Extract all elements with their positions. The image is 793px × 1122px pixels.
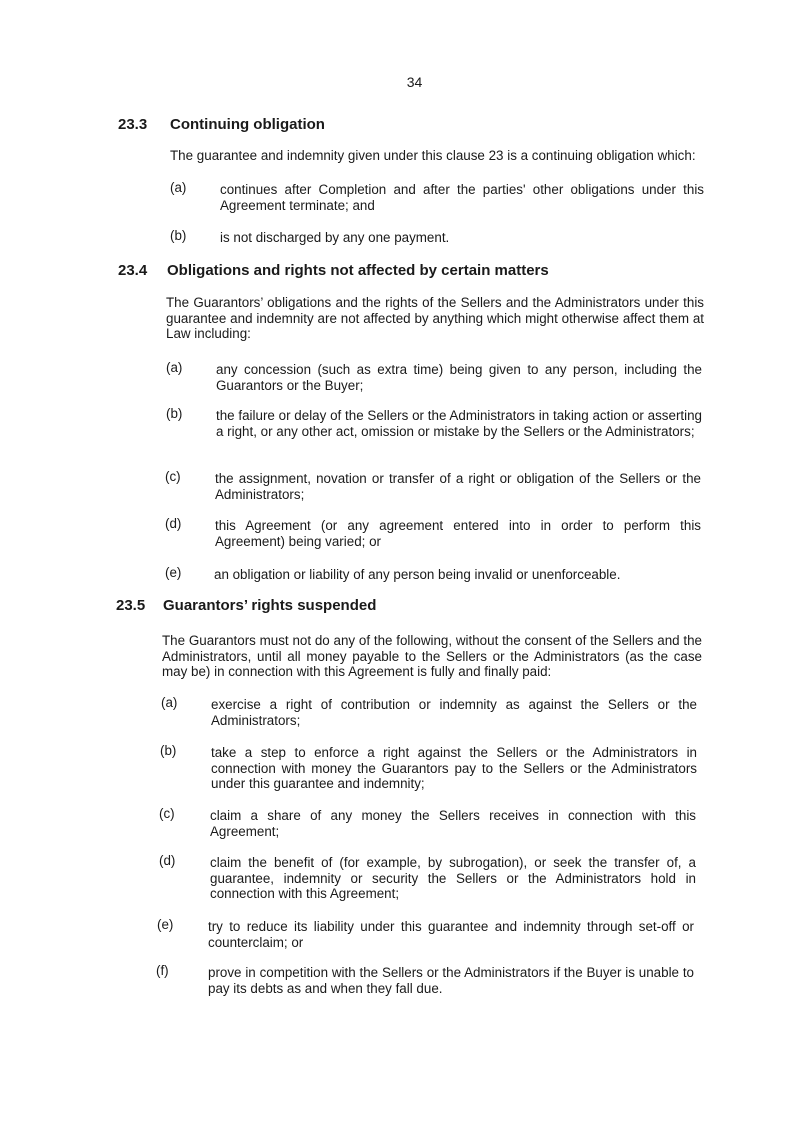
clause-title: Continuing obligation [170, 116, 325, 133]
item-text: any concession (such as extra time) being given to any person, including the Guarantors or the Buyer; [216, 362, 702, 393]
item-label: (d) [165, 516, 182, 531]
item-label: (a) [161, 695, 178, 710]
item-text: this Agreement (or any agreement entered into in order to perform this Agreement) being varied; or [215, 518, 701, 549]
item-text: an obligation or liability of any person being invalid or unenforceable. [214, 567, 621, 582]
item-label: (b) [166, 406, 183, 421]
clause-intro: The Guarantors must not do any of the following, without the consent of the Sellers and the Administrators, until all money payable to the Sellers or the Administrators (as the case may be) in connection with this Agreement is fully and finally paid: [162, 633, 702, 679]
clause-23-3 [0, 116, 793, 138]
clause-title: Guarantors’ rights suspended [163, 597, 377, 614]
item-text: the failure or delay of the Sellers or the Administrators in taking action or asserting a right, or any other act, omission or mistake by the Sellers or the Administrators; [216, 408, 702, 439]
item-text: exercise a right of contribution or indemnity as against the Sellers or the Administrators; [211, 697, 697, 728]
item-text: claim the benefit of (for example, by subrogation), or seek the transfer of, a guarantee, indemnity or security the Sellers or the Administrators hold in connection with this Agreement; [210, 855, 696, 901]
item-label: (d) [159, 853, 176, 868]
item-text: prove in competition with the Sellers or the Administrators if the Buyer is unable to pay its debts as and when they fall due. [208, 965, 694, 996]
item-label: (f) [156, 963, 169, 978]
clause-intro: The Guarantors’ obligations and the rights of the Sellers and the Administrators under this guarantee and indemnity are not affected by anything which might otherwise affect them at Law including: [166, 295, 704, 341]
clause-23-5 [0, 597, 793, 619]
item-text: try to reduce its liability under this guarantee and indemnity through set-off or counterclaim; or [208, 919, 694, 950]
clause-number: 23.5 [116, 597, 146, 614]
item-text: claim a share of any money the Sellers receives in connection with this Agreement; [210, 808, 696, 839]
item-text: take a step to enforce a right against the Sellers or the Administrators in connection with money the Guarantors pay to the Sellers or the Administrators under this guarantee and indemnity; [211, 745, 697, 791]
item-label: (a) [170, 180, 187, 195]
clause-heading [0, 262, 793, 284]
item-label: (c) [165, 469, 181, 484]
item-label: (a) [166, 360, 183, 375]
item-label: (b) [160, 743, 177, 758]
clause-intro: The guarantee and indemnity given under this clause 23 is a continuing obligation which: [170, 148, 696, 163]
clause-title: Obligations and rights not affected by certain matters [167, 262, 549, 279]
item-text: the assignment, novation or transfer of a right or obligation of the Sellers or the Administrators; [215, 471, 701, 502]
clause-heading [0, 116, 793, 138]
clause-23-4 [0, 262, 793, 284]
clause-number: 23.4 [118, 262, 148, 279]
item-text: continues after Completion and after the parties' other obligations under this Agreement terminate; and [220, 182, 704, 213]
item-label: (e) [157, 917, 174, 932]
item-text: is not discharged by any one payment. [220, 230, 450, 245]
item-label: (e) [165, 565, 182, 580]
clause-heading [0, 597, 793, 619]
clause-number: 23.3 [118, 116, 148, 133]
item-label: (c) [159, 806, 175, 821]
page-number: 34 [406, 74, 423, 90]
item-label: (b) [170, 228, 187, 243]
